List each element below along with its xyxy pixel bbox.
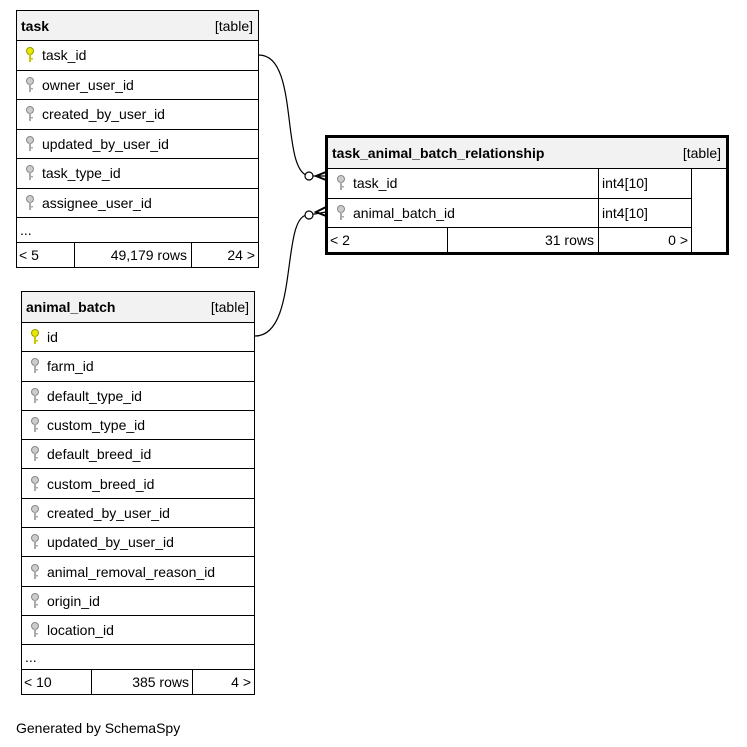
column-name: farm_id: [47, 358, 94, 375]
footer-children[interactable]: [192, 243, 258, 267]
foreign-key-icon: [336, 175, 346, 191]
column-row[interactable]: [17, 41, 258, 71]
column-name: updated_by_user_id: [42, 135, 169, 152]
column-name: task_id: [42, 47, 87, 64]
foreign-key-icon: [30, 417, 40, 433]
column-name: custom_breed_id: [47, 475, 155, 492]
foreign-key-icon: [30, 476, 40, 492]
column-type-label: int4[10]: [602, 175, 648, 192]
footer-parents[interactable]: [22, 670, 91, 694]
edge-animal-batch-id: [255, 212, 326, 336]
footer-row-count-label: 49,179 rows: [110, 247, 187, 263]
foreign-key-icon: [30, 564, 40, 580]
footer-parents[interactable]: [17, 243, 74, 267]
foreign-key-icon: [30, 622, 40, 638]
column-row[interactable]: [22, 469, 254, 498]
foreign-key-icon: [25, 195, 35, 211]
column-name: created_by_user_id: [47, 504, 170, 521]
column-row[interactable]: [17, 159, 258, 189]
column-row[interactable]: [22, 382, 254, 411]
column-name: location_id: [47, 622, 114, 639]
table-footer: [22, 670, 254, 694]
column-type: [598, 199, 691, 228]
edge-task-id-optional-marker: [305, 172, 313, 180]
foreign-key-icon: [25, 165, 35, 181]
footer-parents[interactable]: [328, 228, 447, 252]
column-row[interactable]: [17, 71, 258, 101]
footer-children-label: 24 >: [227, 247, 255, 263]
footer-row-count-label: 385 rows: [132, 674, 189, 691]
table-footer: [328, 228, 691, 252]
footer-row-count: [92, 670, 192, 694]
column-name: animal_batch_id: [353, 204, 455, 221]
table-task-animal-batch-relationship[interactable]: [325, 135, 729, 255]
foreign-key-icon: [30, 534, 40, 550]
column-type: [598, 169, 691, 198]
table-header: [17, 11, 258, 41]
column-row[interactable]: [22, 323, 254, 352]
column-name: updated_by_user_id: [47, 534, 174, 551]
table-header: [328, 138, 726, 169]
column-row[interactable]: [22, 440, 254, 469]
column-row[interactable]: [22, 557, 254, 586]
table-name: task: [21, 17, 50, 34]
column-row[interactable]: [17, 130, 258, 160]
foreign-key-icon: [25, 136, 35, 152]
foreign-key-icon: [336, 205, 346, 221]
column-name: default_breed_id: [47, 446, 152, 463]
footer-row-count-label: 31 rows: [544, 232, 594, 248]
footer-children[interactable]: [599, 228, 691, 252]
foreign-key-icon: [30, 358, 40, 374]
table-animal-batch[interactable]: [21, 291, 255, 695]
column-name: assignee_user_id: [42, 194, 152, 211]
table-footer: [17, 243, 258, 267]
foreign-key-icon: [30, 446, 40, 462]
more-columns-label: ...: [25, 649, 37, 666]
column-row[interactable]: [17, 189, 258, 219]
table-task[interactable]: [16, 10, 259, 268]
column-row[interactable]: [22, 528, 254, 557]
table-header: [22, 292, 254, 323]
relationship-columns: [328, 169, 692, 252]
edge-animal-batch-id-optional-marker: [305, 211, 313, 219]
more-columns-label: ...: [20, 222, 32, 238]
footer-children-label: 4 >: [231, 674, 251, 691]
table-name: task_animal_batch_relationship: [332, 145, 545, 161]
table-name: animal_batch: [26, 299, 116, 315]
footer-children[interactable]: [193, 670, 254, 694]
column-row[interactable]: [22, 352, 254, 381]
foreign-key-icon: [30, 505, 40, 521]
edge-task-id: [259, 55, 326, 176]
table-kind: [table]: [210, 299, 249, 315]
column-row[interactable]: [22, 411, 254, 440]
footer-row-count: [75, 243, 190, 267]
column-name: custom_type_id: [47, 417, 146, 434]
foreign-key-icon: [30, 388, 40, 404]
column-row[interactable]: [328, 169, 691, 199]
column-row[interactable]: [17, 100, 258, 130]
column-name: created_by_user_id: [42, 106, 165, 123]
column-name: task_id: [353, 175, 398, 192]
foreign-key-icon: [25, 106, 35, 122]
column-name: origin_id: [47, 592, 100, 609]
foreign-key-icon: [30, 593, 40, 609]
footer-parents-label: < 10: [24, 674, 52, 691]
footer-row-count: [448, 228, 597, 252]
table-kind: [table]: [214, 17, 253, 34]
column-name: owner_user_id: [42, 76, 134, 93]
more-columns[interactable]: [22, 645, 254, 670]
table-kind: [table]: [682, 145, 721, 161]
primary-key-icon: [30, 329, 40, 345]
column-name: animal_removal_reason_id: [47, 563, 216, 580]
more-columns[interactable]: [17, 218, 258, 243]
footer-parents-label: < 2: [330, 232, 350, 248]
column-type-label: int4[10]: [602, 204, 648, 221]
column-row[interactable]: [328, 199, 691, 229]
column-row[interactable]: [22, 587, 254, 616]
column-row[interactable]: [22, 499, 254, 528]
column-name: default_type_id: [47, 387, 142, 404]
footer-parents-label: < 5: [19, 247, 39, 263]
generated-by-label: Generated by SchemaSpy: [16, 720, 181, 736]
footer-children-label: 0 >: [668, 232, 688, 248]
primary-key-icon: [25, 47, 35, 63]
column-name: task_type_id: [42, 165, 121, 182]
column-row[interactable]: [22, 616, 254, 645]
foreign-key-icon: [25, 77, 35, 93]
column-name: id: [47, 329, 58, 346]
